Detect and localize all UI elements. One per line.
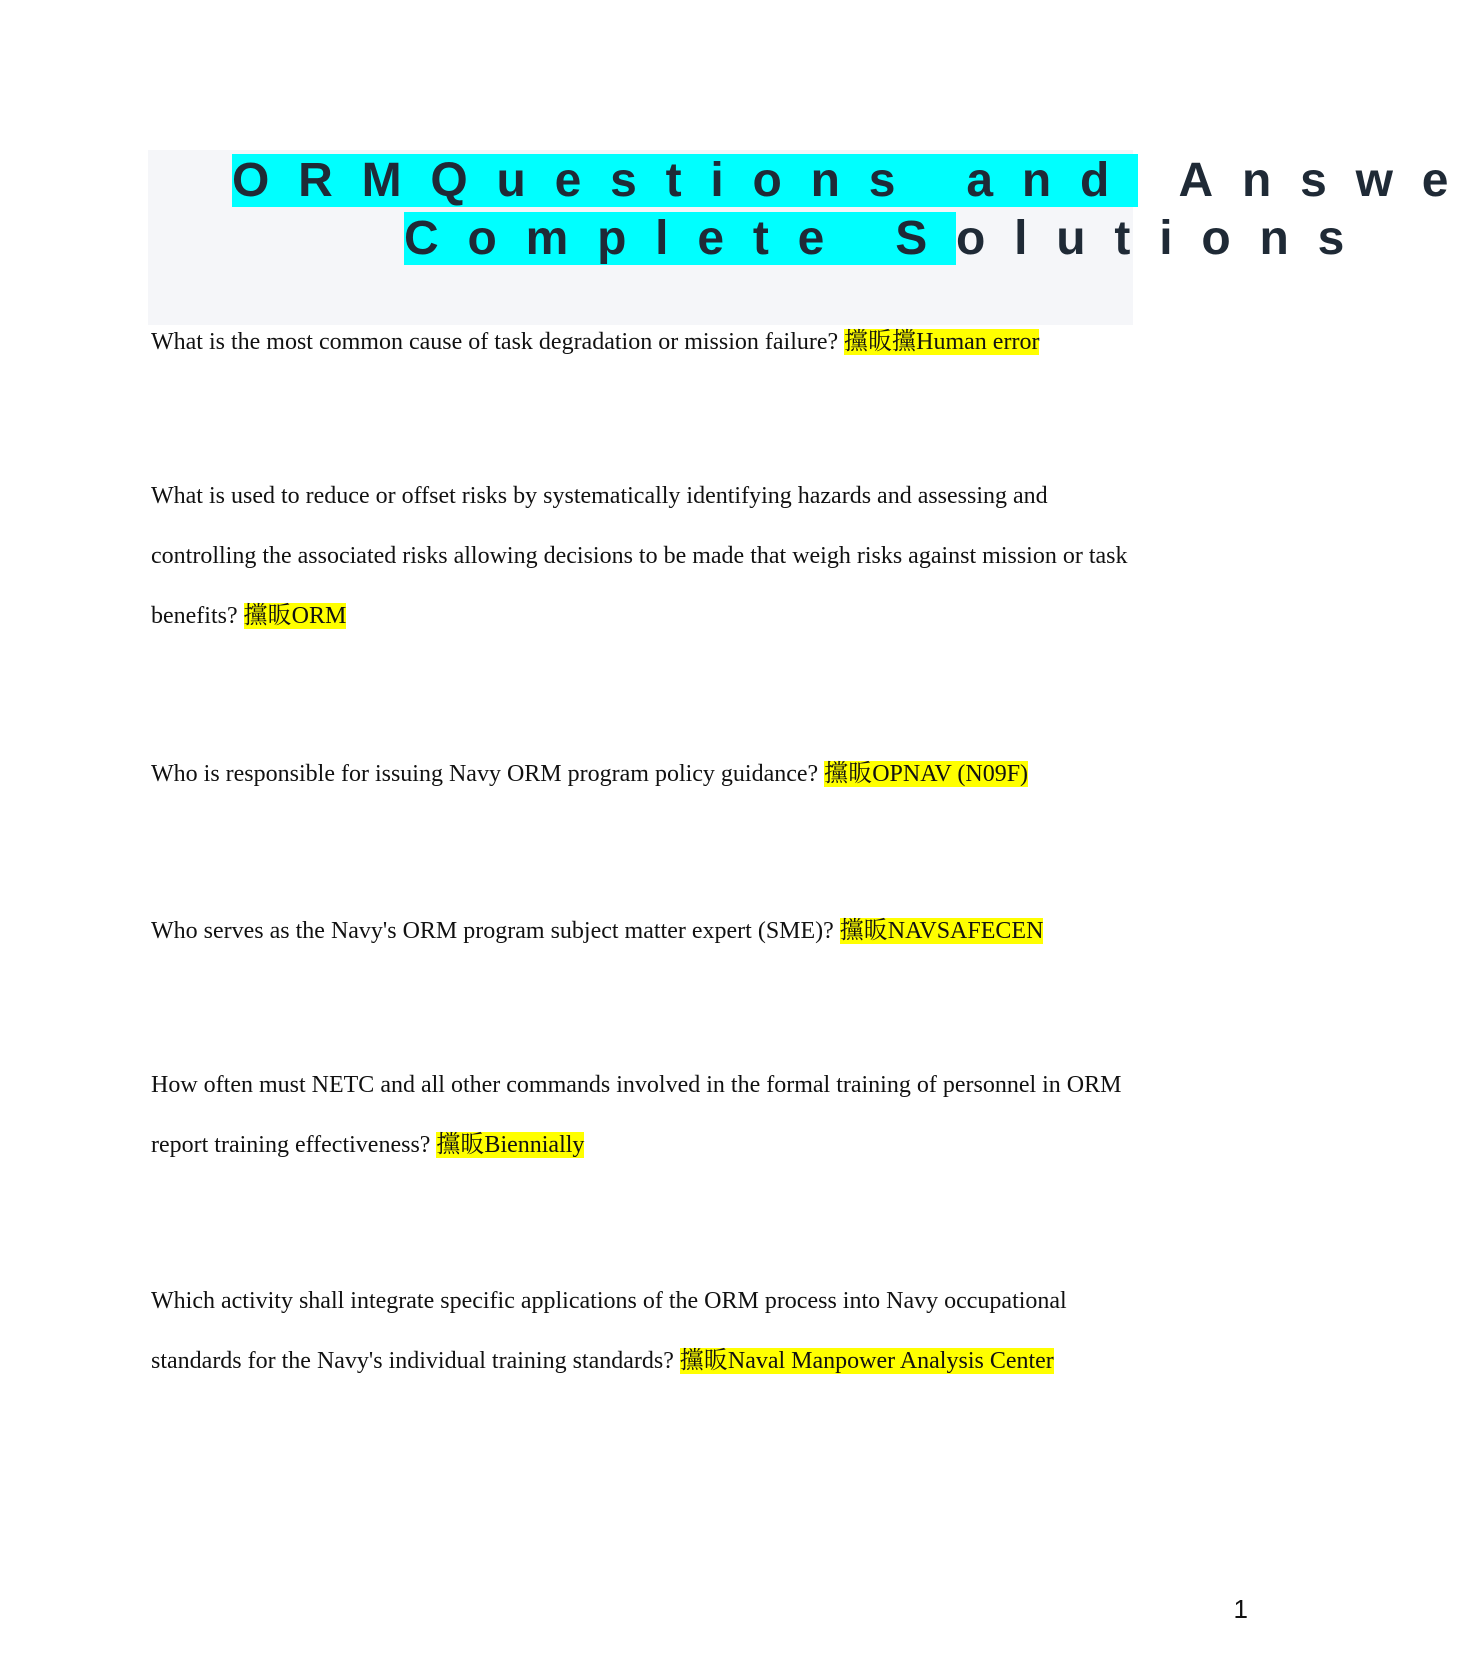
qa-item-2 (151, 466, 1141, 646)
qa-item-5 (151, 1055, 1141, 1175)
answer-highlight: 攩昄攩Human error (844, 329, 1040, 355)
qa-item-4 (151, 901, 1141, 961)
title-line-1-highlight: ORMQuestions and (232, 154, 1139, 207)
title-line-1 (232, 153, 1477, 209)
question-text: What is used to reduce or offset risks by systematically identifying hazards and assessing and controlling the associated risks allowing decisions to be made that weigh risks against mission or task benefits? (151, 483, 1128, 629)
question-text: How often must NETC and all other commands involved in the formal training of personnel in ORM report training effectiveness? (151, 1072, 1122, 1158)
answer-highlight: 攩昄ORM (243, 603, 347, 629)
answer-highlight: 攩昄NAVSAFECEN (839, 918, 1044, 944)
answer-highlight: 攩昄Biennially (436, 1132, 585, 1158)
question-text: Who is responsible for issuing Navy ORM program policy guidance? (151, 761, 825, 787)
qa-item-6 (151, 1271, 1141, 1391)
title-line-2-rest: olutions (956, 212, 1374, 265)
qa-item-1 (151, 312, 1141, 372)
qa-item-3 (151, 744, 1141, 804)
answer-highlight: 攩昄Naval Manpower Analysis Center (679, 1348, 1054, 1374)
question-text: Which activity shall integrate specific applications of the ORM process into Navy occupational standards for the Navy's individual training standards? (151, 1288, 1067, 1374)
page-number: 1 (1233, 1594, 1248, 1624)
question-text: What is the most common cause of task degradation or mission failure? (151, 329, 845, 355)
title-line-2-highlight: Complete S (404, 212, 957, 265)
title-line-1-rest: Answe (1138, 154, 1477, 207)
answer-highlight: 攩昄OPNAV (N09F) (824, 761, 1029, 787)
title-line-2 (404, 211, 1373, 267)
question-text: Who serves as the Navy's ORM program subject matter expert (SME)? (151, 918, 840, 944)
